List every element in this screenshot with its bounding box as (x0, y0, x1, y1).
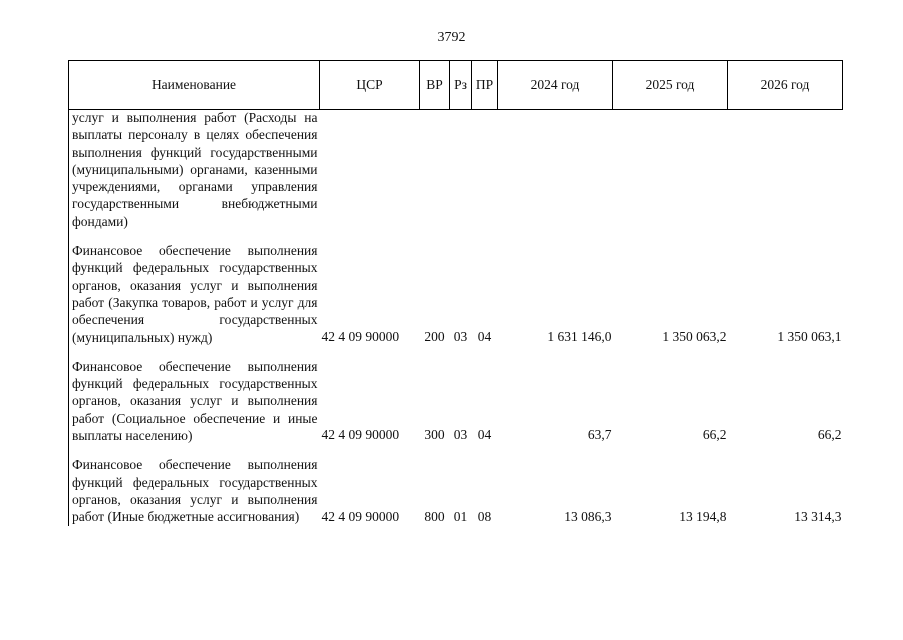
row-vr: 200 (424, 328, 445, 344)
row-pr (472, 109, 498, 230)
header-rz: Рз (450, 61, 472, 110)
table-body (68, 109, 843, 526)
row-value-2025: 66,2 (702, 427, 727, 443)
row-csr (320, 109, 420, 230)
table-row (69, 358, 843, 444)
row-csr: 42 4 09 90000 (321, 328, 400, 344)
row-value-2026: 1 350 063,1 (777, 328, 842, 344)
header-name: Наименование (69, 61, 320, 110)
header-vr: ВР (420, 61, 450, 110)
row-csr: 42 4 09 90000 (321, 427, 400, 443)
header-year-2025: 2025 год (613, 61, 728, 110)
row-value-2024: 13 086,3 (564, 508, 612, 524)
table-row (69, 242, 843, 346)
row-pr: 04 (477, 427, 492, 443)
row-name: Финансовое обеспечение выполнения функций федеральных государственных органов, оказания услуг и выполнения работ (Закупка товаров, работ и услуг для обеспечения государственных (муниципальных) нужд) (69, 242, 320, 346)
row-value-2024 (498, 109, 613, 230)
header-year-2024: 2024 год (498, 61, 613, 110)
row-value-2024: 1 631 146,0 (547, 328, 612, 344)
row-value-2026: 13 314,3 (794, 508, 842, 524)
row-vr: 300 (424, 427, 445, 443)
row-vr: 800 (424, 508, 445, 524)
row-name: Финансовое обеспечение выполнения функций федеральных государственных органов, оказания услуг и выполнения работ (Социальное обеспечение и иные выплаты населению) (69, 358, 320, 444)
table-header (68, 60, 843, 110)
row-vr (420, 109, 450, 230)
row-value-2025: 1 350 063,2 (662, 328, 727, 344)
row-value-2025: 13 194,8 (679, 508, 727, 524)
row-value-2026: 66,2 (817, 427, 842, 443)
table-row (69, 109, 843, 230)
header-csr: ЦСР (320, 61, 420, 110)
row-name: Финансовое обеспечение выполнения функций федеральных государственных органов, оказания услуг и выполнения работ (Иные бюджетные ассигнования) (69, 456, 320, 525)
row-name: услуг и выполнения работ (Расходы на выплаты персоналу в целях обеспечения выполнения функций государственными (муниципальными) органами, казенными учреждениями, органами управления государственными внебюджетными фондами) (69, 109, 320, 230)
row-rz: 03 (453, 427, 468, 443)
table-row (69, 456, 843, 525)
row-rz: 01 (453, 508, 468, 524)
row-csr: 42 4 09 90000 (321, 508, 400, 524)
header-year-2026: 2026 год (728, 61, 843, 110)
row-value-2026 (728, 109, 843, 230)
row-rz: 03 (453, 328, 468, 344)
row-pr: 08 (477, 508, 492, 524)
row-rz (450, 109, 472, 230)
page-number: 3792 (437, 30, 466, 45)
row-pr: 04 (477, 328, 492, 344)
row-value-2024: 63,7 (587, 427, 612, 443)
header-pr: ПР (472, 61, 498, 110)
row-value-2025 (613, 109, 728, 230)
